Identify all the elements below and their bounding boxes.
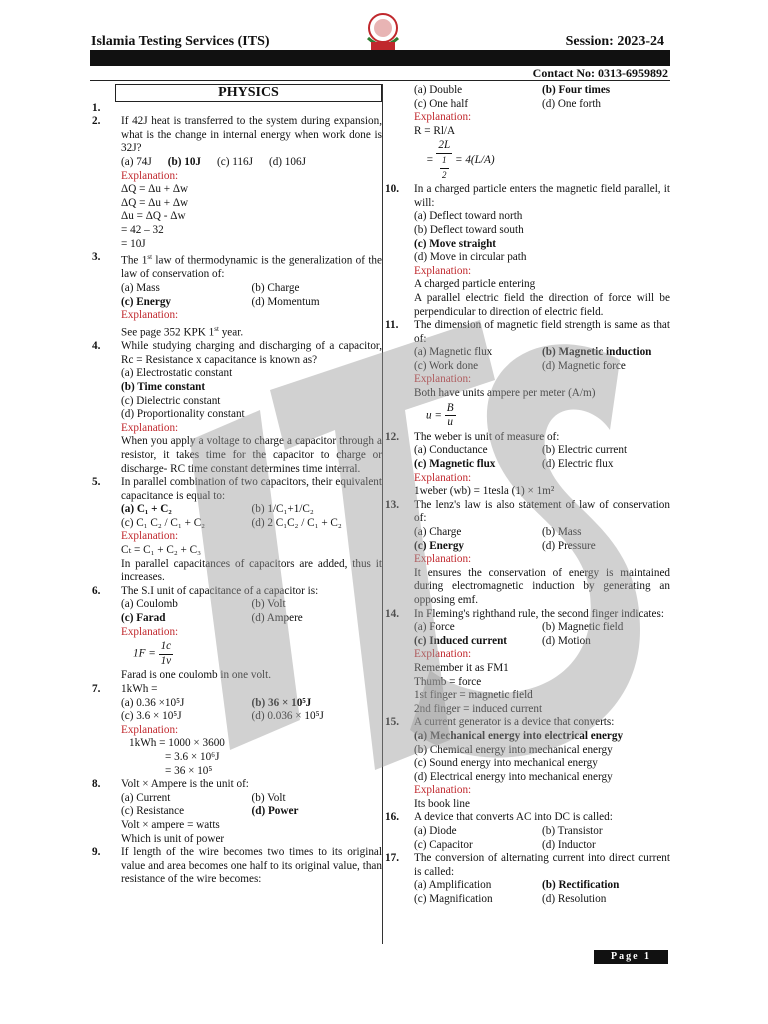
options xyxy=(121,503,382,530)
options xyxy=(414,825,670,852)
explanation-text: A charged particle entering xyxy=(414,278,536,291)
options xyxy=(121,792,382,819)
option-d: (d) Power xyxy=(251,805,299,818)
work-line: Volt × ampere = watts xyxy=(121,818,220,831)
option-b: (b) Rectification xyxy=(542,879,620,892)
option-a: (a) Amplification xyxy=(414,879,492,892)
explanation-text: A parallel electric field the direction of force will be perpendicular to direction of electric field. xyxy=(414,291,670,318)
explanation-label: Explanation: xyxy=(121,625,179,638)
question-number: 2. xyxy=(92,115,101,128)
question-9-continued xyxy=(385,84,670,182)
options xyxy=(414,84,670,111)
right-column xyxy=(385,84,670,907)
explanation-text: Both have units ampere per meter (A/m) xyxy=(414,387,596,400)
option-c: (c) Sound energy into mechanical energy xyxy=(414,757,598,770)
question-9 xyxy=(92,846,382,887)
question-text: The dimension of magnetic field strength is same as that of: xyxy=(414,319,670,345)
explanation-text: Farad is one coulomb in one volt. xyxy=(121,669,272,682)
question-number: 15. xyxy=(385,716,399,729)
explanation-label: Explanation: xyxy=(121,309,179,322)
option-c: (c) Work done xyxy=(414,359,479,372)
explanation-label: Explanation: xyxy=(414,553,472,566)
option-d: (d) Ampere xyxy=(251,612,303,625)
option-b: (b) Four times xyxy=(542,84,611,96)
question-text: If length of the wire becomes two times to its original value and area becomes one half to its original value, than resistance of the wire becomes: xyxy=(121,846,382,886)
work-line: Thumb = force xyxy=(414,675,482,688)
question-text: The 1st law of thermodynamic is the generalization of the law of conservation of: xyxy=(121,253,382,281)
option-a: (a) Double xyxy=(414,84,463,96)
question-8 xyxy=(92,778,382,846)
option-b: (b) 1/C₁+1/C₂ xyxy=(251,503,314,516)
explanation-text: 1weber (wb) = 1tesla (1) × 1m² xyxy=(414,485,555,498)
explanation-label: Explanation: xyxy=(414,471,472,484)
explanation-text: When you apply a voltage to charge a capacitor through a resistor, it takes time for the capacitor to charge or discharge- RC time constant determines time interral. xyxy=(121,435,382,475)
subject-title: PHYSICS xyxy=(115,84,382,102)
work-line: = 42 – 32 xyxy=(121,223,164,236)
option-a: (a) Force xyxy=(414,621,455,634)
question-number: 13. xyxy=(385,498,399,511)
option-b: (b) Mass xyxy=(542,526,582,538)
question-text: If 42J heat is transferred to the system during expansion, what is the change in internal energy when work done is 32J? xyxy=(121,115,382,155)
work-line: R = Rl/A xyxy=(414,124,456,137)
question-11 xyxy=(385,319,670,430)
work-line: ΔQ = Δu + Δw xyxy=(121,196,189,209)
question-number: 1. xyxy=(92,101,101,114)
options xyxy=(121,282,382,309)
question-text: The weber is unit of measure of: xyxy=(414,430,560,443)
question-number: 9. xyxy=(92,846,101,859)
page-number: Page 1 xyxy=(594,950,668,964)
option-c: (c) Capacitor xyxy=(414,838,473,851)
option-d: (d) 0.036 × 10⁵J xyxy=(251,710,324,723)
option-b: (b) Volt xyxy=(251,791,286,804)
option-c: (c) Farad xyxy=(121,612,166,625)
options xyxy=(414,621,670,648)
question-number: 7. xyxy=(92,683,101,695)
option-d: (d) Proportionality constant xyxy=(121,408,245,421)
question-text: In a charged particle enters the magnetic field parallel, it will: xyxy=(414,183,670,209)
option-c: (c) Magnification xyxy=(414,893,493,906)
question-text: The S.I unit of capacitance of a capacitor is: xyxy=(121,584,319,597)
question-number: 6. xyxy=(92,584,101,597)
option-c: (c) Move straight xyxy=(414,237,497,250)
question-3 xyxy=(92,251,382,340)
option-a: (a) 0.36 ×10⁵J xyxy=(121,696,185,709)
question-2 xyxy=(92,115,382,251)
option-c: (c) Energy xyxy=(121,295,172,308)
work-line: 1st finger = magnetic field xyxy=(414,689,533,702)
option-a: (a) 74J xyxy=(121,155,152,168)
question-text: While studying charging and discharging of a capacitor, Rc = Resistance x capacitance is known as? xyxy=(121,340,382,366)
option-a: (a) Coulomb xyxy=(121,598,178,611)
option-c: (c) One half xyxy=(414,97,469,110)
work-line: = 36 × 10⁵ xyxy=(165,764,213,777)
option-a: (a) Charge xyxy=(414,526,462,538)
option-c: (c) Energy xyxy=(414,539,465,552)
option-c: (c) Magnetic flux xyxy=(414,458,496,471)
question-number: 10. xyxy=(385,183,399,196)
option-a: (a) Magnetic flux xyxy=(414,346,493,359)
question-text: A current generator is a device that converts: xyxy=(414,716,615,729)
question-17 xyxy=(385,852,670,906)
option-d: (d) Move in circular path xyxy=(414,251,527,264)
question-number: 14. xyxy=(385,607,399,620)
question-text: Volt × Ampere is the unit of: xyxy=(121,778,249,791)
question-7 xyxy=(92,683,382,778)
work-line: 2nd finger = induced current xyxy=(414,702,543,715)
session-label: Session: 2023-24 xyxy=(565,34,664,49)
work-line: Remember it as FM1 xyxy=(414,661,509,674)
question-number: 17. xyxy=(385,852,399,865)
option-d: (d) Electrical energy into mechanical energy xyxy=(414,770,613,783)
org-name: Islamia Testing Services (ITS) xyxy=(91,34,270,49)
column-divider xyxy=(382,84,383,944)
options xyxy=(414,526,670,553)
question-number: 16. xyxy=(385,811,399,824)
question-text: 1kWh = xyxy=(121,683,158,695)
question-text: In Fleming's righthand rule, the second finger indicates: xyxy=(414,607,664,620)
question-16 xyxy=(385,811,670,852)
work-line: ΔQ = Δu + Δw xyxy=(121,183,189,196)
option-d: (d) Electric flux xyxy=(542,458,614,471)
option-d: (d) 106J xyxy=(268,155,306,168)
explanation-text: In parallel capacitances of capacitors are added, thus it increases. xyxy=(121,557,382,584)
option-a: (a) Mechanical energy into electrical energy xyxy=(414,729,624,742)
question-number: 5. xyxy=(92,476,101,489)
question-text: In parallel combination of two capacitors, their equivalent capacitance is equal to: xyxy=(121,476,382,502)
left-column xyxy=(92,84,382,887)
option-c: (c) Resistance xyxy=(121,805,185,818)
formula: u = $\frac{B}{u}$ xyxy=(426,401,454,429)
options xyxy=(121,598,382,625)
option-d: (d) One forth xyxy=(542,97,602,110)
option-a: (a) Conductance xyxy=(414,444,488,457)
option-d: (d) Pressure xyxy=(542,539,596,552)
option-a: (a) C₁ + C₂ xyxy=(121,503,172,516)
question-number: 12. xyxy=(385,430,399,443)
question-number: 3. xyxy=(92,251,101,264)
explanation-label: Explanation: xyxy=(414,373,472,386)
option-b: (b) Chemical energy into mechanical energy xyxy=(414,743,613,756)
work-line: Which is unit of power xyxy=(121,832,225,845)
its-logo-icon xyxy=(358,12,408,54)
question-12 xyxy=(385,431,670,499)
option-d: (d) 2 C₁C₂ / C₁ + C₂ xyxy=(251,516,342,529)
question-number: 4. xyxy=(92,340,101,353)
option-a: (a) Mass xyxy=(121,282,160,295)
option-a: (a) Electrostatic constant xyxy=(121,367,233,380)
question-15 xyxy=(385,716,670,811)
question-10 xyxy=(385,183,670,319)
question-13 xyxy=(385,499,670,608)
contact-number: Contact No: 0313-6959892 xyxy=(532,66,668,80)
work-line: = 10J xyxy=(121,237,146,250)
option-b: (b) Time constant xyxy=(121,380,206,393)
explanation-label: Explanation: xyxy=(121,421,179,434)
header-rule xyxy=(90,80,670,81)
question-6 xyxy=(92,585,382,683)
question-text: A device that converts AC into DC is called: xyxy=(414,811,613,824)
question-14 xyxy=(385,608,670,717)
explanation-label: Explanation: xyxy=(414,784,472,797)
option-b: (b) 10J xyxy=(167,155,202,168)
explanation-label: Explanation: xyxy=(121,723,179,736)
option-a: (a) Diode xyxy=(414,825,457,838)
option-b: (b) Electric current xyxy=(542,444,628,457)
explanation-label: Explanation: xyxy=(121,530,179,543)
formula: = $\frac{2L}{\frac{1}{2}}$ = 4(L/A) xyxy=(426,139,495,180)
work-line: Cₜ = C₁ + C₂ + C₃ xyxy=(121,544,202,557)
option-b: (b) Charge xyxy=(251,282,300,295)
option-a: (a) Current xyxy=(121,791,171,804)
options xyxy=(121,156,382,170)
options xyxy=(414,879,670,906)
question-1 xyxy=(92,102,382,116)
explanation-text: See page 352 KPK 1st year. xyxy=(121,324,244,339)
option-b: (b) Magnetic field xyxy=(542,621,624,634)
option-c: (c) 3.6 × 10⁵J xyxy=(121,710,182,723)
options xyxy=(121,697,382,724)
explanation-label: Explanation: xyxy=(414,648,472,661)
work-line: Δu = ΔQ - Δw xyxy=(121,210,186,223)
option-b: (b) Transistor xyxy=(542,825,603,838)
option-d: (d) Resolution xyxy=(542,893,607,906)
explanation-label: Explanation: xyxy=(121,169,179,182)
question-text: The conversion of alternating current into direct current is called: xyxy=(414,852,670,878)
question-5 xyxy=(92,476,382,585)
option-c: (c) C₁ C₂ / C₁ + C₂ xyxy=(121,516,206,529)
explanation-label: Explanation: xyxy=(414,111,472,124)
option-d: (d) Momentum xyxy=(251,295,320,308)
question-text: The lenz's law is also statement of law of conservation of: xyxy=(414,498,670,525)
options xyxy=(414,346,670,373)
options xyxy=(414,444,670,471)
header-bar xyxy=(90,50,670,66)
option-b: (b) Volt xyxy=(251,598,286,611)
formula: 1F = $\frac{1c}{1v}$ xyxy=(133,640,172,667)
question-4 xyxy=(92,340,382,476)
option-b: (b) Magnetic induction xyxy=(542,346,652,359)
explanation-label: Explanation: xyxy=(414,264,472,277)
work-line: 1kWh = 1000 × 3600 xyxy=(129,737,225,750)
explanation-text: Its book line xyxy=(414,797,470,810)
question-number: 11. xyxy=(385,319,399,332)
question-number: 8. xyxy=(92,778,101,791)
option-c: (c) 116J xyxy=(217,155,253,168)
option-b: (b) Deflect toward south xyxy=(414,223,524,236)
option-a: (a) Deflect toward north xyxy=(414,210,523,223)
option-b: (b) 36 × 10⁵J xyxy=(251,696,312,709)
work-line: = 3.6 × 10⁶J xyxy=(165,750,220,763)
option-d: (d) Motion xyxy=(542,634,591,647)
option-d: (d) Magnetic force xyxy=(542,359,626,372)
option-c: (c) Dielectric constant xyxy=(121,394,221,407)
option-d: (d) Inductor xyxy=(542,838,596,851)
option-c: (c) Induced current xyxy=(414,634,508,647)
explanation-text: It ensures the conservation of energy is maintained during electromagnetic induction by generating an opposing emf. xyxy=(414,566,670,606)
